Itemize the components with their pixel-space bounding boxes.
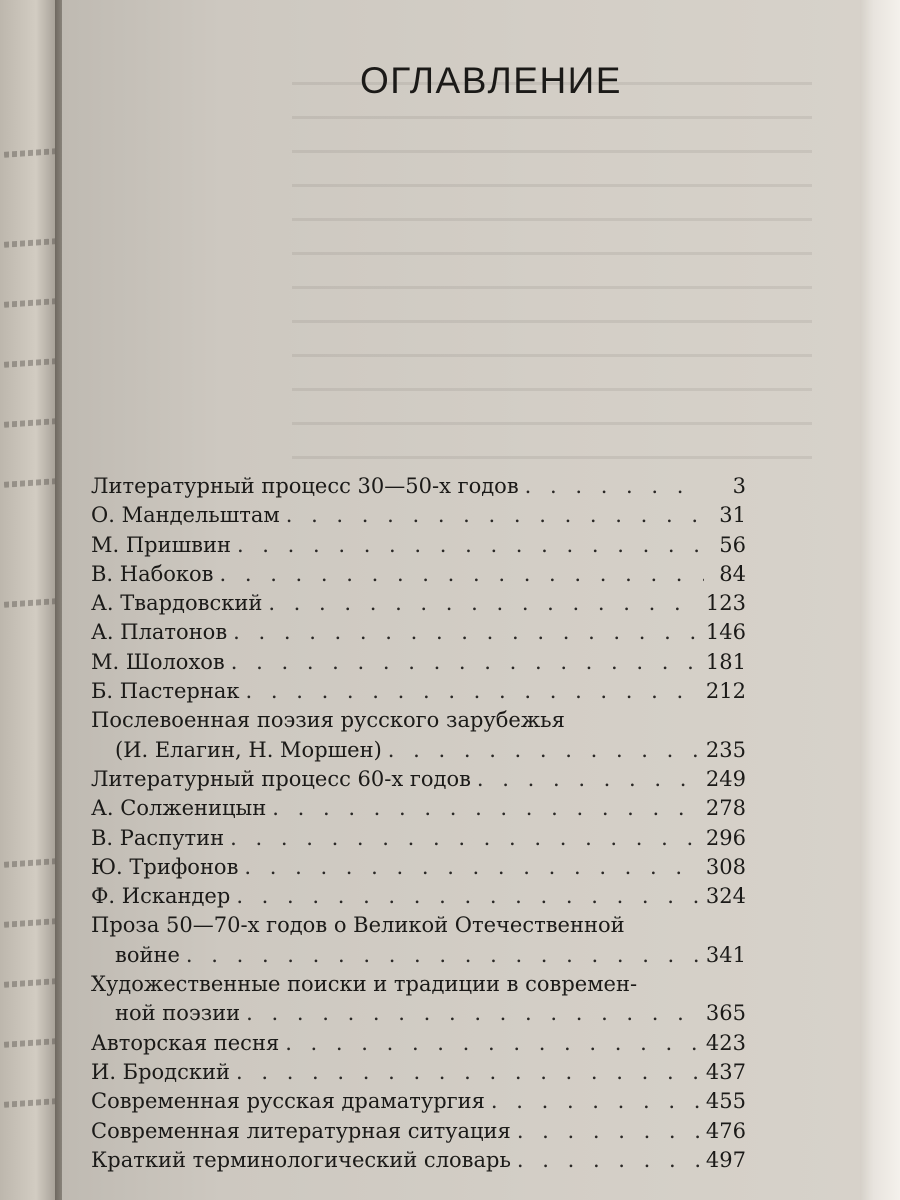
- toc-entry-page: 497: [705, 1147, 746, 1172]
- dot-leader: [517, 1119, 700, 1143]
- dot-leader: [236, 1060, 700, 1084]
- toc-entry-title: Ф. Искандер: [91, 884, 231, 909]
- toc-entry-title: О. Мандельштам: [91, 503, 280, 528]
- toc-entry: [91, 884, 746, 913]
- page-stack-edge: [856, 0, 900, 1200]
- dot-leader: [388, 738, 700, 762]
- toc-entry-title: (И. Елагин, Н. Моршен): [115, 737, 382, 762]
- toc-entry: [91, 1119, 746, 1148]
- toc-entry-page: 423: [705, 1030, 746, 1055]
- toc-entry: [91, 1089, 746, 1118]
- toc-entry-title-line: Послевоенная поэзия русского зарубежья: [91, 708, 565, 733]
- toc-entry-title: Современная русская драматургия: [91, 1089, 485, 1114]
- toc-entry: [91, 855, 746, 884]
- dot-leader: [491, 1089, 700, 1113]
- toc-entry-title-line: Художественные поиски и традиции в современ-: [91, 972, 638, 997]
- toc-entry-page: 3: [732, 474, 746, 498]
- toc-entry-page: 455: [705, 1089, 746, 1114]
- toc-entry: [91, 913, 746, 972]
- toc-entry-page: 212: [705, 679, 746, 704]
- toc-entry-page: 341: [705, 942, 746, 967]
- toc-entry: [91, 620, 746, 649]
- toc-entry: [91, 591, 746, 620]
- toc-entry-page: 278: [705, 796, 746, 821]
- toc-entry: [91, 533, 746, 562]
- toc-entry-title: М. Шолохов: [91, 649, 225, 674]
- dot-leader: [246, 1001, 700, 1025]
- toc-entry-title: Литературный процесс 60-х годов: [91, 766, 471, 791]
- toc-entry-title: А. Твардовский: [91, 591, 263, 616]
- dot-leader: [525, 474, 704, 498]
- toc-entry-title: Литературный процесс 30—50-х годов: [91, 474, 519, 498]
- toc-entry: [91, 1148, 746, 1177]
- dot-leader: [233, 620, 700, 644]
- toc-entry-title: И. Бродский: [91, 1059, 230, 1084]
- toc-entry-title: Б. Пастернак: [91, 679, 240, 704]
- toc-entry: [91, 826, 746, 855]
- toc-entry-page: 56: [719, 532, 746, 557]
- toc-entry-page: 308: [705, 854, 746, 879]
- dot-leader: [286, 503, 704, 527]
- dot-leader: [268, 591, 700, 615]
- dot-leader: [246, 679, 700, 703]
- dot-leader: [230, 826, 700, 850]
- dot-leader: [272, 796, 700, 820]
- toc-entry-page: 324: [705, 884, 746, 909]
- toc-entry-title: ной поэзии: [115, 1001, 241, 1026]
- dot-leader: [517, 1148, 700, 1172]
- dot-leader: [477, 767, 700, 791]
- toc-entry-page: 31: [719, 503, 746, 528]
- dot-leader: [220, 562, 705, 586]
- toc-entry: [91, 679, 746, 708]
- toc-entry-title: Авторская песня: [91, 1030, 280, 1055]
- dot-leader: [186, 943, 700, 967]
- toc-entry: [91, 708, 746, 767]
- toc-entry-page: 437: [705, 1059, 746, 1084]
- toc-entry-page: 296: [705, 825, 746, 850]
- dot-leader: [231, 650, 700, 674]
- toc-entry-page: 249: [705, 766, 746, 791]
- toc-entry-title: Ю. Трифонов: [91, 854, 239, 879]
- facing-page: [0, 0, 60, 1200]
- toc-entry-page: 123: [705, 591, 746, 616]
- toc-entry: [91, 767, 746, 796]
- toc-entry-title: В. Распутин: [91, 825, 225, 850]
- toc-entry-title: Краткий терминологический словарь: [91, 1147, 511, 1172]
- toc-entry-title: А. Платонов: [91, 620, 228, 645]
- toc-entry-title: М. Пришвин: [91, 532, 231, 557]
- toc-entry-title-line: Проза 50—70-х годов о Великой Отечественной: [91, 913, 625, 938]
- toc-entry-title: войне: [115, 942, 180, 967]
- toc-entry-title: А. Солженицын: [91, 796, 267, 821]
- show-through-text: [292, 60, 812, 480]
- dot-leader: [244, 855, 700, 879]
- toc-entry: [91, 972, 746, 1031]
- toc-entry: [91, 562, 746, 591]
- toc-entry-page: 181: [705, 649, 746, 674]
- toc-entry-title: Современная литературная ситуация: [91, 1118, 511, 1143]
- table-of-contents: [91, 474, 746, 1177]
- toc-entry: [91, 474, 746, 503]
- toc-entry-page: 235: [705, 737, 746, 762]
- dot-leader: [285, 1031, 700, 1055]
- page-title: ОГЛАВЛЕНИЕ: [360, 60, 622, 101]
- toc-entry-page: 476: [705, 1118, 746, 1143]
- book-page: [62, 0, 860, 1200]
- toc-entry: [91, 650, 746, 679]
- toc-entry-title: В. Набоков: [91, 561, 214, 586]
- toc-entry: [91, 796, 746, 825]
- toc-entry: [91, 1060, 746, 1089]
- toc-entry: [91, 503, 746, 532]
- toc-entry-page: 365: [705, 1001, 746, 1026]
- dot-leader: [237, 533, 704, 557]
- dot-leader: [236, 884, 700, 908]
- toc-entry-page: 146: [705, 620, 746, 645]
- toc-entry: [91, 1031, 746, 1060]
- toc-entry-page: 84: [719, 561, 746, 586]
